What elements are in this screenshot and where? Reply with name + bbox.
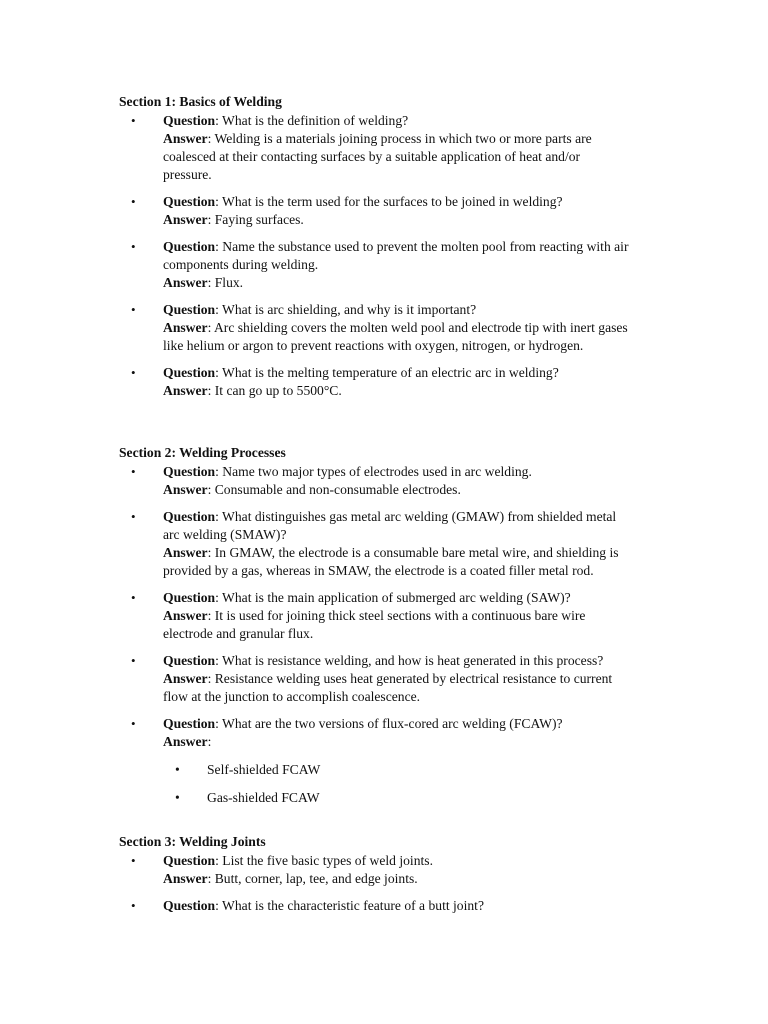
list-item — [119, 852, 659, 888]
list-item — [119, 652, 659, 706]
question-text: : Name the substance used to prevent the molten pool from reacting with air components during welding. — [163, 239, 629, 272]
bullet-icon: • — [131, 302, 136, 317]
section-welding-processes — [119, 444, 659, 817]
question-text: : What is the definition of welding? — [215, 113, 409, 128]
question-label: Question — [163, 509, 216, 524]
question-line — [163, 463, 659, 481]
answer-label: Answer — [163, 320, 208, 335]
sub-list — [163, 761, 659, 807]
section-title: Section 3: Welding Joints — [119, 834, 266, 849]
answer-line — [163, 607, 633, 643]
list-item — [119, 589, 659, 643]
section-welding-joints — [119, 833, 659, 924]
question-label: Question — [163, 898, 216, 913]
question-label: Question — [163, 113, 216, 128]
bullet-icon: • — [131, 853, 136, 868]
sub-list-item — [163, 789, 659, 807]
question-text: : Name two major types of electrodes used in arc welding. — [215, 464, 532, 479]
question-line — [163, 715, 659, 733]
answer-line — [163, 670, 613, 706]
answer-text: : It is used for joining thick steel sections with a continuous bare wire electrode and granular flux. — [163, 608, 586, 641]
bullet-icon: • — [131, 653, 136, 668]
answer-label: Answer — [163, 671, 208, 686]
bullet-icon: • — [131, 590, 136, 605]
answer-text: : Resistance welding uses heat generated by electrical resistance to current flow at the junction to accomplish coalescence. — [163, 671, 613, 704]
list-item — [119, 508, 659, 580]
answer-text: : Faying surfaces. — [207, 212, 304, 227]
question-label: Question — [163, 716, 216, 731]
answer-text: : Butt, corner, lap, tee, and edge joints. — [207, 871, 418, 886]
answer-label: Answer — [163, 545, 208, 560]
question-label: Question — [163, 239, 216, 254]
bullet-icon: • — [175, 762, 180, 777]
question-text: : What is arc shielding, and why is it important? — [215, 302, 477, 317]
question-text: : What are the two versions of flux-cored arc welding (FCAW)? — [215, 716, 563, 731]
bullet-icon: • — [131, 239, 136, 254]
question-label: Question — [163, 853, 216, 868]
question-line — [163, 508, 623, 544]
question-text: : What is the main application of submerged arc welding (SAW)? — [215, 590, 571, 605]
question-text: : List the five basic types of weld joints. — [215, 853, 433, 868]
answer-text: : — [207, 734, 212, 749]
answer-label: Answer — [163, 383, 208, 398]
bullet-icon: • — [131, 113, 136, 128]
question-line — [163, 852, 659, 870]
sub-list-item-text: Gas-shielded FCAW — [207, 790, 320, 805]
sub-list-item — [163, 761, 659, 779]
answer-line — [163, 211, 659, 229]
bullet-icon: • — [131, 898, 136, 913]
answer-label: Answer — [163, 482, 208, 497]
question-text: : What is the term used for the surfaces to be joined in welding? — [215, 194, 563, 209]
question-line — [163, 301, 659, 319]
question-line — [163, 897, 659, 915]
section-title: Section 1: Basics of Welding — [119, 94, 282, 109]
list-item — [119, 897, 659, 915]
answer-line — [163, 481, 659, 499]
answer-label: Answer — [163, 871, 208, 886]
answer-line — [163, 870, 659, 888]
question-label: Question — [163, 302, 216, 317]
question-line — [163, 238, 651, 274]
answer-text: : In GMAW, the electrode is a consumable bare metal wire, and shielding is provided by a gas, whereas in SMAW, the electrode is a coated filler metal rod. — [163, 545, 619, 578]
bullet-icon: • — [131, 464, 136, 479]
answer-text: : Welding is a materials joining process in which two or more parts are coalesced at their contacting surfaces by a suitable application of heat and/or pressure. — [163, 131, 592, 182]
list-item — [119, 301, 659, 355]
question-line — [163, 364, 659, 382]
list-item — [119, 238, 659, 292]
section-title: Section 2: Welding Processes — [119, 445, 286, 460]
answer-text: : Consumable and non-consumable electrodes. — [207, 482, 461, 497]
question-line — [163, 193, 653, 211]
question-label: Question — [163, 464, 216, 479]
question-line — [163, 652, 653, 670]
answer-line — [163, 274, 659, 292]
list-item — [119, 364, 659, 400]
question-label: Question — [163, 653, 216, 668]
answer-line — [163, 733, 659, 751]
section-basics-of-welding — [119, 93, 659, 409]
bullet-icon: • — [131, 365, 136, 380]
bullet-icon: • — [175, 790, 180, 805]
question-label: Question — [163, 365, 216, 380]
question-line — [163, 589, 659, 607]
answer-line — [163, 130, 631, 184]
list-item — [119, 112, 659, 184]
answer-label: Answer — [163, 608, 208, 623]
question-text: : What is resistance welding, and how is heat generated in this process? — [215, 653, 604, 668]
list-item — [119, 715, 659, 807]
answer-line — [163, 544, 647, 580]
question-label: Question — [163, 194, 216, 209]
answer-label: Answer — [163, 212, 208, 227]
question-text: : What is the melting temperature of an electric arc in welding? — [215, 365, 559, 380]
question-label: Question — [163, 590, 216, 605]
list-item — [119, 193, 659, 229]
answer-text: : It can go up to 5500°C. — [207, 383, 342, 398]
answer-label: Answer — [163, 734, 208, 749]
answer-text: : Arc shielding covers the molten weld pool and electrode tip with inert gases like helium or argon to prevent reactions with oxygen, nitrogen, or hydrogen. — [163, 320, 628, 353]
answer-line — [163, 382, 659, 400]
bullet-icon: • — [131, 194, 136, 209]
answer-text: : Flux. — [207, 275, 244, 290]
sub-list-item-text: Self-shielded FCAW — [207, 762, 321, 777]
question-line — [163, 112, 643, 130]
bullet-icon: • — [131, 509, 136, 524]
question-text: : What distinguishes gas metal arc welding (GMAW) from shielded metal arc welding (SMAW)? — [163, 509, 617, 542]
answer-label: Answer — [163, 275, 208, 290]
list-item — [119, 463, 659, 499]
answer-label: Answer — [163, 131, 208, 146]
question-text: : What is the characteristic feature of a butt joint? — [215, 898, 484, 913]
bullet-icon: • — [131, 716, 136, 731]
answer-line — [163, 319, 633, 355]
